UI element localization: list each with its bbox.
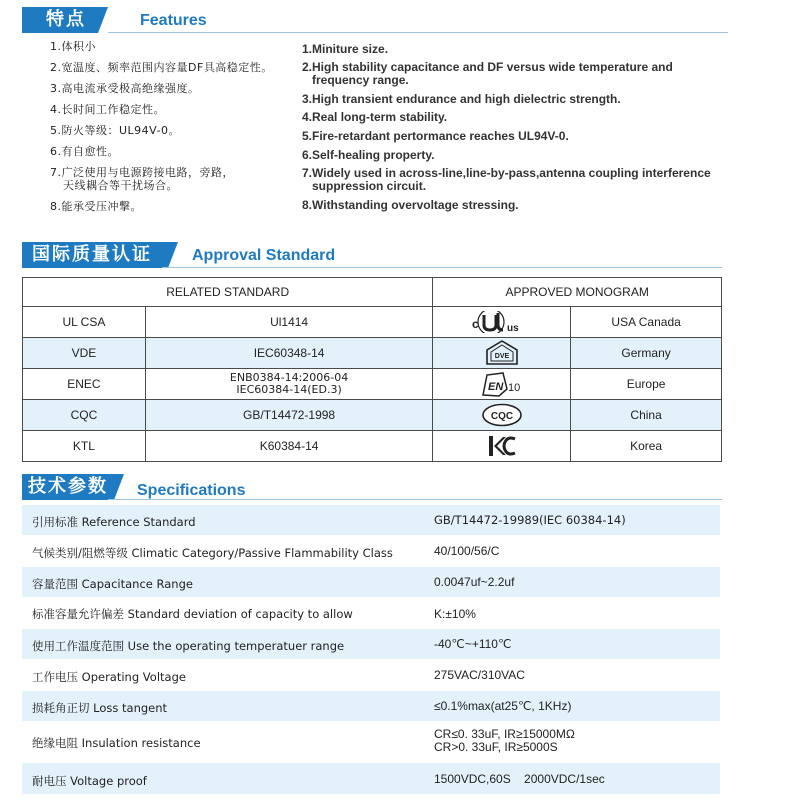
feature-cn-item: 6.有自愈性。 [50,145,119,158]
vde-mark-icon [433,338,571,369]
spec-row [22,567,720,598]
standard-cell: GB/T14472-1998 [145,400,433,431]
agency-cell: VDE [23,338,146,369]
standard-line: ENB0384-14:2006-04 [229,371,349,384]
spec-value: CR>0. 33uF, IR≥5000S [434,740,558,754]
country-cell: Europe [571,369,722,400]
feature-en-item: 5.Fire-retardant pertormance reaches UL94V-0. [302,129,569,143]
country-cell: USA Canada [571,307,722,338]
approval-divider [162,267,722,268]
spec-value: CR≤0. 33uF, IR≥15000MΩ [434,727,575,741]
standard-line: IEC60384-14(ED.3) [236,383,342,396]
features-title-en: Features [140,12,207,29]
spec-row [22,598,720,629]
standard-cell: K60384-14 [145,431,433,462]
feature-cn-item: 3.高电流承受极高绝缘强度。 [50,82,200,95]
svg-text:c: c [471,317,479,331]
features-divider [108,32,728,33]
feature-en-item: frequency range. [312,73,409,87]
spec-value: K:±10% [434,607,476,621]
country-cell: Germany [571,338,722,369]
specifications-title-cn: 技术参数 [22,474,114,500]
spec-key: 工作电压 Operating Voltage [32,670,186,684]
spec-value: ≤0.1%max(at25℃, 1KHz) [434,699,572,713]
approval-title-en: Approval Standard [192,247,336,264]
feature-en-item: 4.Real long-term stability. [302,110,448,124]
feature-cn-item: 1.体积小 [50,40,96,53]
spec-key: 绝缘电阻 Insulation resistance [32,736,201,750]
svg-text:EN: EN [487,381,504,393]
spec-value: 40/100/56/C [434,544,500,558]
spec-key: 损耗角正切 Loss tangent [32,701,168,715]
spec-value: 275VAC/310VAC [434,668,525,682]
svg-text:DVE: DVE [494,353,509,360]
spec-key: 引用标准 Reference Standard [32,515,196,529]
spec-value: 0.0047uf~2.2uf [434,575,515,589]
feature-cn-item: 5.防火等级：UL94V-0。 [50,124,181,137]
spec-value: 1500VDC,60S 2000VDC/1sec [434,772,605,786]
feature-cn-item: 4.长时间工作稳定性。 [50,103,165,116]
feature-en-item: 7.Widely used in across-line,line-by-pass,antenna coupling interference [302,166,711,180]
agency-cell: CQC [23,400,146,431]
related-standard-header: RELATED STANDARD [23,278,433,307]
spec-key: 使用工作温度范围 Use the operating temperatuer range [32,639,345,653]
spec-key: 耐电压 Voltage proof [32,774,147,788]
approval-row [23,369,722,400]
approval-title-cn: 国际质量认证 [22,242,168,268]
spec-row [22,763,720,795]
feature-en-item: 1.Miniture size. [302,42,389,56]
svg-text:us: us [506,323,519,333]
svg-text:10: 10 [507,382,521,394]
feature-en-item: 6.Self-healing property. [302,148,435,162]
feature-cn-item: 8.能承受压冲撃。 [50,200,142,213]
agency-cell: ENEC [23,369,146,400]
spec-key: 容量范围 Capacitance Range [32,577,193,591]
feature-en-item: 8.Withstanding overvoltage stressing. [302,198,519,212]
spec-row [22,505,720,536]
feature-en-item: suppression circuit. [312,179,427,193]
spec-value: -40℃~+110℃ [434,637,512,651]
feature-cn-item: 2.宽温度、频率范围内容量DF具高稳定性。 [50,61,273,74]
feature-cn-item: 7.广泛使用与电源跨接电路，旁路， [50,166,234,179]
spec-value: GB/T14472-19989(IEC 60384-14) [434,513,626,527]
standard-cell: IEC60348-14 [145,338,433,369]
approval-row [23,431,722,462]
approval-row [23,400,722,431]
approval-table [22,277,722,462]
features-title-cn: 特点 [22,7,98,33]
spec-key: 气候类别/阻燃等级 Climatic Category/Passive Flammability Class [32,546,393,560]
agency-cell: UL CSA [23,307,146,338]
spec-row [22,722,720,763]
kc-mark-icon [433,431,571,462]
standard-cell: Ul1414 [145,307,433,338]
feature-en-item: 3.High transient endurance and high dielectric strength. [302,92,621,106]
spec-row [22,660,720,691]
approval-row [23,338,722,369]
enec-mark-icon [433,369,571,400]
feature-en-item: 2.High stability capacitance and DF versus wide temperature and [302,60,673,74]
approval-row [23,307,722,338]
spec-key: 标准容量允许偏差 Standard deviation of capacity to allow [32,607,353,621]
agency-cell: KTL [23,431,146,462]
specifications-title-en: Specifications [137,482,246,499]
standard-cell [145,369,433,400]
specifications-divider [108,499,722,500]
spec-row [22,629,720,660]
country-cell: China [571,400,722,431]
approval-header-row [23,278,722,307]
approved-monogram-header: APPROVED MONOGRAM [433,278,722,307]
svg-text:CQC: CQC [490,411,513,422]
cqc-mark-icon [433,400,571,431]
ul-csa-mark-icon [433,307,571,338]
spec-row [22,536,720,567]
country-cell: Korea [571,431,722,462]
spec-row [22,691,720,722]
specifications-table [22,505,720,795]
feature-cn-item: 天线耦合等干扰场合。 [63,179,178,192]
